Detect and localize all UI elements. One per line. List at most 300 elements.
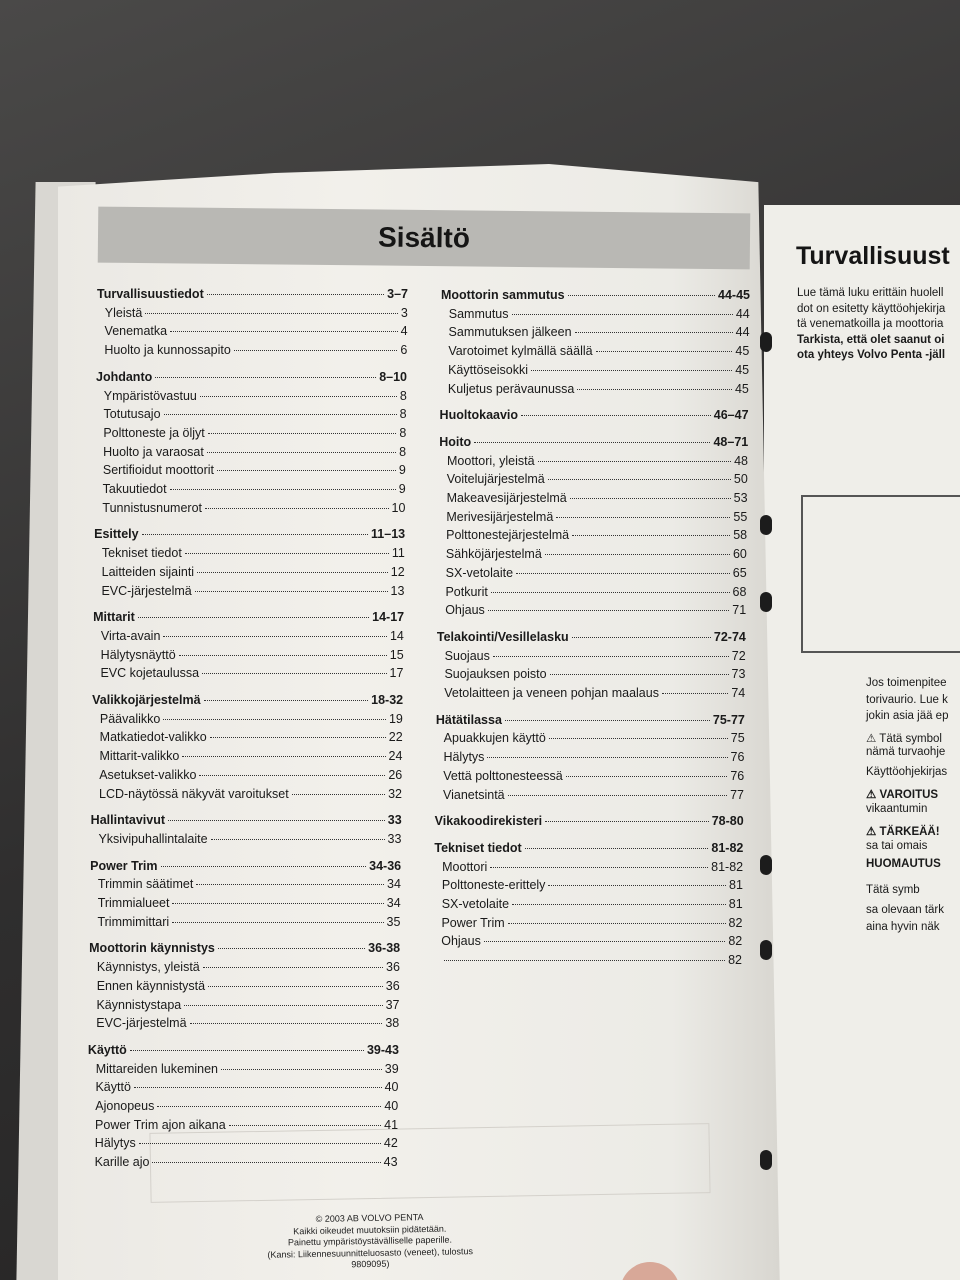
toc-leader-dots: [208, 986, 383, 987]
toc-leader-dots: [184, 1005, 382, 1006]
toc-item: [101, 629, 404, 643]
right-page-line: nämä turvaohje: [866, 746, 946, 758]
toc-page-number: 17: [389, 666, 404, 681]
toc-page-number: 60: [732, 547, 747, 562]
toc-page-number: 14-17: [372, 610, 405, 625]
toc-page-number: 39: [384, 1061, 399, 1076]
toc-page-number: 77: [730, 787, 744, 802]
toc-leader-dots: [142, 534, 368, 535]
toc-item: [98, 896, 401, 910]
toc-item: [449, 307, 750, 321]
toc-leader-dots: [508, 795, 727, 796]
toc-leader-dots: [548, 479, 731, 480]
toc-leader-dots: [172, 922, 383, 923]
toc-page-number: 8: [399, 444, 407, 459]
toc-label: Voitelujärjestelmä: [446, 472, 545, 487]
toc-item: [95, 1118, 398, 1132]
toc-page-number: 44: [735, 306, 750, 321]
title-banner: [98, 207, 751, 270]
toc-item: [441, 916, 742, 930]
toc-label: EVC-järjestelmä: [96, 1016, 187, 1031]
toc-label: Käyttö: [95, 1080, 131, 1095]
toc-page-number: 12: [390, 564, 405, 579]
toc-leader-dots: [538, 461, 732, 462]
toc-page-number: 33: [387, 813, 402, 828]
toc-label: Matkatiedot-valikko: [99, 730, 207, 745]
toc-leader-dots: [217, 470, 396, 471]
toc-leader-dots: [508, 923, 726, 924]
toc-page-number: 34: [386, 896, 401, 910]
toc-label: Laitteiden sijainti: [101, 564, 195, 579]
toc-leader-dots: [208, 433, 397, 434]
right-page-line: Tätä symb: [866, 884, 920, 896]
toc-item: [446, 528, 747, 542]
toc-label: Tunnistusnumerot: [102, 500, 203, 515]
toc-item: [449, 325, 750, 339]
right-page-line: Lue tämä luku erittäin huolell: [797, 287, 944, 299]
toc-leader-dots: [145, 313, 398, 314]
notice-box: [801, 495, 960, 653]
toc-leader-dots: [474, 442, 710, 443]
toc-leader-dots: [207, 294, 384, 295]
footer-line: (Kansi: Liikennesuunnitteluosasto (veneet), tulostus 9809095): [267, 1245, 474, 1270]
toc-label: Sammutus: [448, 306, 509, 321]
toc-leader-dots: [596, 351, 733, 352]
toc-label: Käyttöseisokki: [448, 362, 528, 377]
toc-label: Mittarit-valikko: [99, 749, 180, 764]
toc-label: Hälytys: [94, 1136, 136, 1151]
right-page-line: Tarkista, että olet saanut oi: [797, 333, 945, 346]
toc-page-number: 45: [735, 362, 750, 377]
toc-item: [96, 998, 399, 1012]
toc-label: Polttoneste ja öljyt: [103, 425, 205, 440]
right-page-line: aina hyvin näk: [866, 921, 940, 933]
toc-page-number: 34-36: [369, 858, 402, 873]
toc-section: [92, 693, 403, 707]
binding-hole: [760, 515, 772, 535]
right-page-line: Käyttöohjekirjas: [866, 766, 948, 778]
toc-page-number: 8: [399, 425, 407, 440]
toc-section: [436, 713, 745, 727]
toc-section: [89, 941, 400, 955]
toc-page-number: 3–7: [387, 287, 408, 301]
right-page-line: torivaurio. Lue k: [866, 694, 948, 706]
toc-page-number: 15: [389, 647, 404, 662]
toc-leader-dots: [548, 885, 726, 886]
toc-page-number: 71: [732, 603, 747, 618]
toc-page-number: 33: [387, 831, 402, 846]
copyright-footer: [250, 1211, 491, 1273]
toc-label: Huoltokaavio: [439, 408, 519, 423]
toc-item: [103, 445, 406, 459]
toc-label: LCD-näytössä näkyvät varoitukset: [99, 786, 289, 801]
toc-label: SX-vetolaite: [445, 565, 514, 580]
toc-page-number: 43: [383, 1155, 398, 1170]
toc-leader-dots: [185, 553, 389, 554]
toc-label: Polttonestejärjestelmä: [446, 528, 570, 543]
toc-page-number: 82: [728, 953, 743, 968]
toc-item: [441, 953, 742, 967]
toc-leader-dots: [568, 295, 715, 296]
toc-leader-dots: [157, 1106, 381, 1107]
toc-leader-dots: [512, 314, 733, 315]
toc-page-number: 82: [728, 915, 743, 930]
right-page-line: tä venematkoilla ja moottoria: [797, 318, 944, 330]
toc-leader-dots: [199, 775, 385, 776]
toc-leader-dots: [182, 756, 385, 757]
toc-leader-dots: [292, 794, 385, 795]
toc-label: Mittarit: [93, 610, 135, 625]
toc-label: Moottori: [442, 859, 488, 874]
right-page-line: ⚠ VAROITUS: [866, 789, 939, 801]
toc-item: [444, 686, 745, 700]
toc-item: [101, 584, 404, 598]
toc-leader-dots: [545, 821, 709, 822]
toc-page-number: 36-38: [368, 941, 401, 956]
toc-label: Merivesijärjestelmä: [446, 509, 554, 524]
toc-page-number: 37: [385, 997, 400, 1012]
toc-page-number: 4: [400, 324, 408, 339]
toc-leader-dots: [491, 592, 730, 593]
toc-leader-dots: [575, 332, 733, 333]
toc-leader-dots: [516, 573, 730, 574]
toc-leader-dots: [179, 655, 387, 656]
toc-page-number: 74: [731, 686, 746, 700]
binding-hole: [760, 1150, 772, 1170]
toc-leader-dots: [577, 389, 732, 390]
toc-item: [104, 407, 407, 421]
toc-label: Huolto ja varaosat: [103, 444, 204, 459]
toc-page-number: 76: [730, 750, 745, 765]
toc-page-number: 13: [390, 583, 405, 598]
toc-label: Käyttö: [87, 1042, 127, 1057]
toc-item: [99, 749, 402, 763]
toc-leader-dots: [139, 1143, 381, 1144]
toc-item: [98, 832, 401, 846]
toc-label: Tekniset tiedot: [101, 546, 182, 561]
toc-item: [442, 878, 743, 892]
toc-leader-dots: [550, 674, 729, 675]
toc-section: [88, 1043, 399, 1057]
toc-leader-dots: [531, 370, 732, 371]
toc-leader-dots: [525, 848, 709, 849]
footer-line: Painettu ympäristöystävälliselle paperille.: [287, 1234, 453, 1248]
toc-item: [444, 731, 745, 745]
toc-label: Trimmin säätimet: [97, 877, 194, 892]
toc-item: [447, 472, 748, 486]
toc-item: [443, 750, 744, 764]
toc-label: Ympäristövastuu: [103, 388, 197, 403]
toc-page-number: 38: [385, 1016, 400, 1031]
toc-leader-dots: [512, 904, 726, 905]
toc-label: Suojaus: [444, 648, 490, 663]
toc-leader-dots: [204, 700, 369, 701]
toc-item: [95, 1155, 398, 1169]
toc-section: [91, 813, 402, 827]
toc-section: [90, 859, 401, 873]
toc-page-number: 10: [391, 500, 406, 515]
toc-label: Makeavesijärjestelmä: [446, 491, 567, 505]
toc-item: [447, 491, 748, 505]
toc-label: Vianetsintä: [443, 787, 505, 802]
binding-hole: [760, 592, 772, 612]
toc-item: [95, 1099, 398, 1113]
toc-item: [99, 768, 402, 782]
toc-item: [445, 649, 746, 663]
toc-page-number: 35: [386, 914, 401, 929]
toc-label: Virta-avain: [100, 628, 161, 643]
toc-leader-dots: [484, 941, 725, 942]
toc-section: [93, 610, 404, 624]
toc-leader-dots: [195, 591, 388, 592]
toc-page-number: 75: [730, 731, 745, 746]
toc-label: Apuakkujen käyttö: [443, 731, 546, 746]
toc-section: [97, 287, 408, 301]
toc-leader-dots: [134, 1087, 382, 1088]
toc-label: Suojauksen poisto: [444, 667, 547, 682]
toc-page-number: 44-45: [718, 288, 750, 302]
toc-label: Takuutiedot: [102, 482, 167, 496]
toc-leader-dots: [488, 610, 729, 611]
toc-leader-dots: [207, 452, 396, 453]
toc-page-number: 48–71: [713, 434, 749, 449]
toc-page-number: 40: [384, 1080, 399, 1095]
right-page-line: vikaantumin: [866, 803, 928, 815]
toc-label: Ohjaus: [445, 603, 485, 618]
toc-label: Hälytysnäyttö: [100, 647, 176, 662]
toc-label: Moottorin sammutus: [441, 288, 565, 302]
toc-page-number: 18-32: [371, 693, 404, 707]
toc-leader-dots: [155, 377, 376, 378]
toc-label: Päävalikko: [99, 711, 161, 726]
toc-page-number: 19: [388, 711, 403, 726]
toc-page-number: 45: [735, 344, 750, 359]
toc-leader-dots: [172, 903, 383, 904]
toc-page-number: 22: [388, 730, 403, 745]
toc-page-number: 40: [384, 1099, 399, 1113]
toc-item: [102, 501, 405, 515]
toc-label: Sähköjärjestelmä: [445, 547, 542, 562]
toc-item: [97, 915, 400, 929]
toc-page-number: 72-74: [713, 629, 746, 644]
toc-page-number: 34: [387, 877, 401, 892]
toc-label: Power Trim: [90, 858, 158, 873]
toc-leader-dots: [130, 1050, 364, 1051]
toc-item: [99, 787, 402, 801]
toc-section: [434, 841, 743, 855]
toc-page-number: 8–10: [379, 369, 407, 384]
right-page-title: Turvallisuust: [796, 242, 950, 270]
toc-leader-dots: [490, 867, 708, 868]
toc-leader-dots: [205, 508, 389, 509]
toc-page-number: 81-82: [711, 840, 744, 855]
toc-page-number: 75-77: [712, 712, 745, 727]
toc-label: Vettä polttonesteessä: [443, 768, 563, 783]
binding-hole: [760, 940, 772, 960]
toc-section: [439, 435, 748, 449]
toc-item: [103, 463, 406, 477]
toc-leader-dots: [521, 415, 711, 416]
toc-section: [441, 288, 750, 302]
toc-item: [446, 510, 747, 524]
toc-page-number: 81: [729, 878, 743, 893]
toc-item: [444, 667, 745, 681]
page-title: Sisältö: [377, 221, 471, 254]
toc-page-number: 76: [730, 768, 745, 783]
toc-page-number: 8: [399, 388, 407, 403]
toc-leader-dots: [211, 839, 385, 840]
toc-leader-dots: [556, 517, 730, 518]
toc-section: [437, 630, 746, 644]
toc-label: Hälytys: [443, 750, 485, 765]
toc-item: [100, 730, 403, 744]
toc-page-number: 14: [389, 628, 404, 643]
toc-leader-dots: [221, 1069, 382, 1070]
toc-page-number: 3: [400, 305, 408, 320]
toc-item: [105, 324, 408, 338]
toc-page-number: 42: [383, 1136, 398, 1151]
toc-page-number: 82: [728, 934, 743, 949]
toc-leader-dots: [197, 572, 388, 573]
toc-label: Vikakoodirekisteri: [434, 814, 543, 829]
toc-label: SX-vetolaite: [441, 897, 510, 911]
toc-item: [97, 979, 400, 993]
toc-leader-dots: [170, 489, 396, 490]
toc-leader-dots: [164, 414, 397, 415]
toc-leader-dots: [662, 693, 728, 694]
toc-page-number: 8: [399, 407, 407, 422]
toc-page-number: 9: [398, 482, 406, 496]
toc-leader-dots: [170, 331, 398, 332]
toc-page-number: 11: [391, 546, 405, 561]
toc-label: Totutusajo: [103, 407, 161, 422]
toc-leader-dots: [493, 656, 729, 657]
right-page-line: ota yhteys Volvo Penta -jäll: [797, 349, 946, 361]
toc-page-number: 36: [386, 960, 400, 975]
toc-label: EVC kojetaulussa: [100, 666, 200, 681]
toc-item: [443, 769, 744, 783]
toc-label: Asetukset-valikko: [99, 767, 197, 782]
toc-label: Hallintavivut: [90, 813, 165, 828]
toc-label: Power Trim ajon aikana: [95, 1117, 226, 1132]
toc-page-number: 32: [388, 786, 402, 801]
toc-item: [101, 648, 404, 662]
toc-item: [95, 1136, 398, 1150]
toc-page-number: 55: [733, 509, 748, 524]
toc-page-number: 39-43: [366, 1042, 399, 1057]
toc-leader-dots: [163, 719, 386, 720]
footer-line: © 2003 AB VOLVO PENTA: [315, 1212, 424, 1224]
toc-item: [103, 426, 406, 440]
toc-item: [445, 603, 746, 617]
toc-leader-dots: [572, 535, 730, 536]
toc-section: [435, 814, 744, 828]
toc-page-number: 11–13: [371, 527, 406, 542]
toc-label: Mittareiden lukeminen: [95, 1061, 218, 1076]
toc-page-number: 72: [731, 648, 746, 663]
toc-item: [98, 877, 401, 891]
toc-item: [95, 1080, 398, 1094]
toc-label: Kuljetus perävaunussa: [447, 381, 575, 396]
toc-page-number: 58: [733, 528, 748, 543]
right-page-line: sa olevaan tärk: [866, 904, 944, 916]
toc-label: Potkurit: [445, 584, 488, 599]
toc-section: [94, 527, 405, 541]
toc-item: [105, 306, 408, 320]
toc-leader-dots: [200, 396, 397, 397]
toc-item: [104, 389, 407, 403]
toc-label: Ohjaus: [441, 934, 481, 949]
right-page-line: ⚠ TÄRKEÄÄ!: [866, 826, 940, 838]
footer-line: Kaikki oikeudet muutoksiin pidätetään.: [293, 1223, 447, 1236]
toc-label: Hätätilassa: [435, 712, 502, 727]
toc-label: Power Trim: [441, 915, 505, 930]
binding-hole: [760, 855, 772, 875]
toc-leader-dots: [138, 617, 369, 618]
toc-leader-dots: [444, 960, 725, 961]
toc-leader-dots: [196, 884, 384, 885]
toc-label: Yleistä: [104, 305, 143, 320]
toc-leader-dots: [168, 820, 385, 821]
toc-item: [102, 565, 405, 579]
right-page-line: Jos toimenpitee: [866, 677, 947, 689]
toc-leader-dots: [218, 948, 365, 949]
toc-page-number: 65: [732, 565, 747, 580]
toc-leader-dots: [190, 1023, 383, 1024]
toc-label: Venematka: [104, 324, 168, 339]
toc-leader-dots: [210, 737, 386, 738]
toc-item: [104, 343, 407, 357]
toc-item: [446, 547, 747, 561]
toc-page-number: 24: [388, 749, 403, 764]
toc-page-number: 73: [731, 667, 746, 682]
toc-item: [448, 382, 749, 396]
toc-page-number: 44: [735, 325, 750, 340]
toc-label: Turvallisuustiedot: [97, 287, 204, 301]
toc-label: Johdanto: [96, 369, 153, 384]
toc-label: Trimmialueet: [97, 896, 170, 910]
toc-section: [96, 370, 407, 384]
toc-page-number: 68: [732, 584, 747, 599]
toc-section: [440, 408, 749, 422]
toc-page-number: 45: [734, 381, 749, 396]
toc-label: Karille ajo: [94, 1155, 150, 1170]
toc-leader-dots: [505, 720, 710, 721]
toc-page-number: 78-80: [711, 814, 744, 829]
toc-item: [447, 454, 748, 468]
toc-leader-dots: [545, 554, 730, 555]
toc-label: Telakointi/Vesillelasku: [436, 629, 569, 644]
toc-page-number: 9: [398, 463, 406, 478]
toc-leader-dots: [163, 636, 387, 637]
right-page-line: sa tai omais: [866, 840, 928, 852]
toc-leader-dots: [566, 776, 728, 777]
toc-label: Hoito: [439, 434, 472, 449]
toc-leader-dots: [152, 1162, 380, 1163]
toc-label: Sertifioidut moottorit: [102, 463, 215, 478]
toc-page-number: 81-82: [711, 859, 744, 874]
toc-page-number: 50: [733, 472, 748, 487]
toc-item: [97, 960, 400, 974]
toc-label: Käynnistystapa: [96, 997, 182, 1012]
toc-label: EVC-järjestelmä: [101, 583, 192, 598]
toc-item: [96, 1062, 399, 1076]
toc-leader-dots: [487, 757, 727, 758]
binding-hole: [760, 332, 772, 352]
right-page-line: dot on esitetty käyttöohjekirja: [797, 302, 946, 315]
toc-leader-dots: [549, 738, 728, 739]
toc-label: Moottorin käynnistys: [89, 941, 215, 956]
